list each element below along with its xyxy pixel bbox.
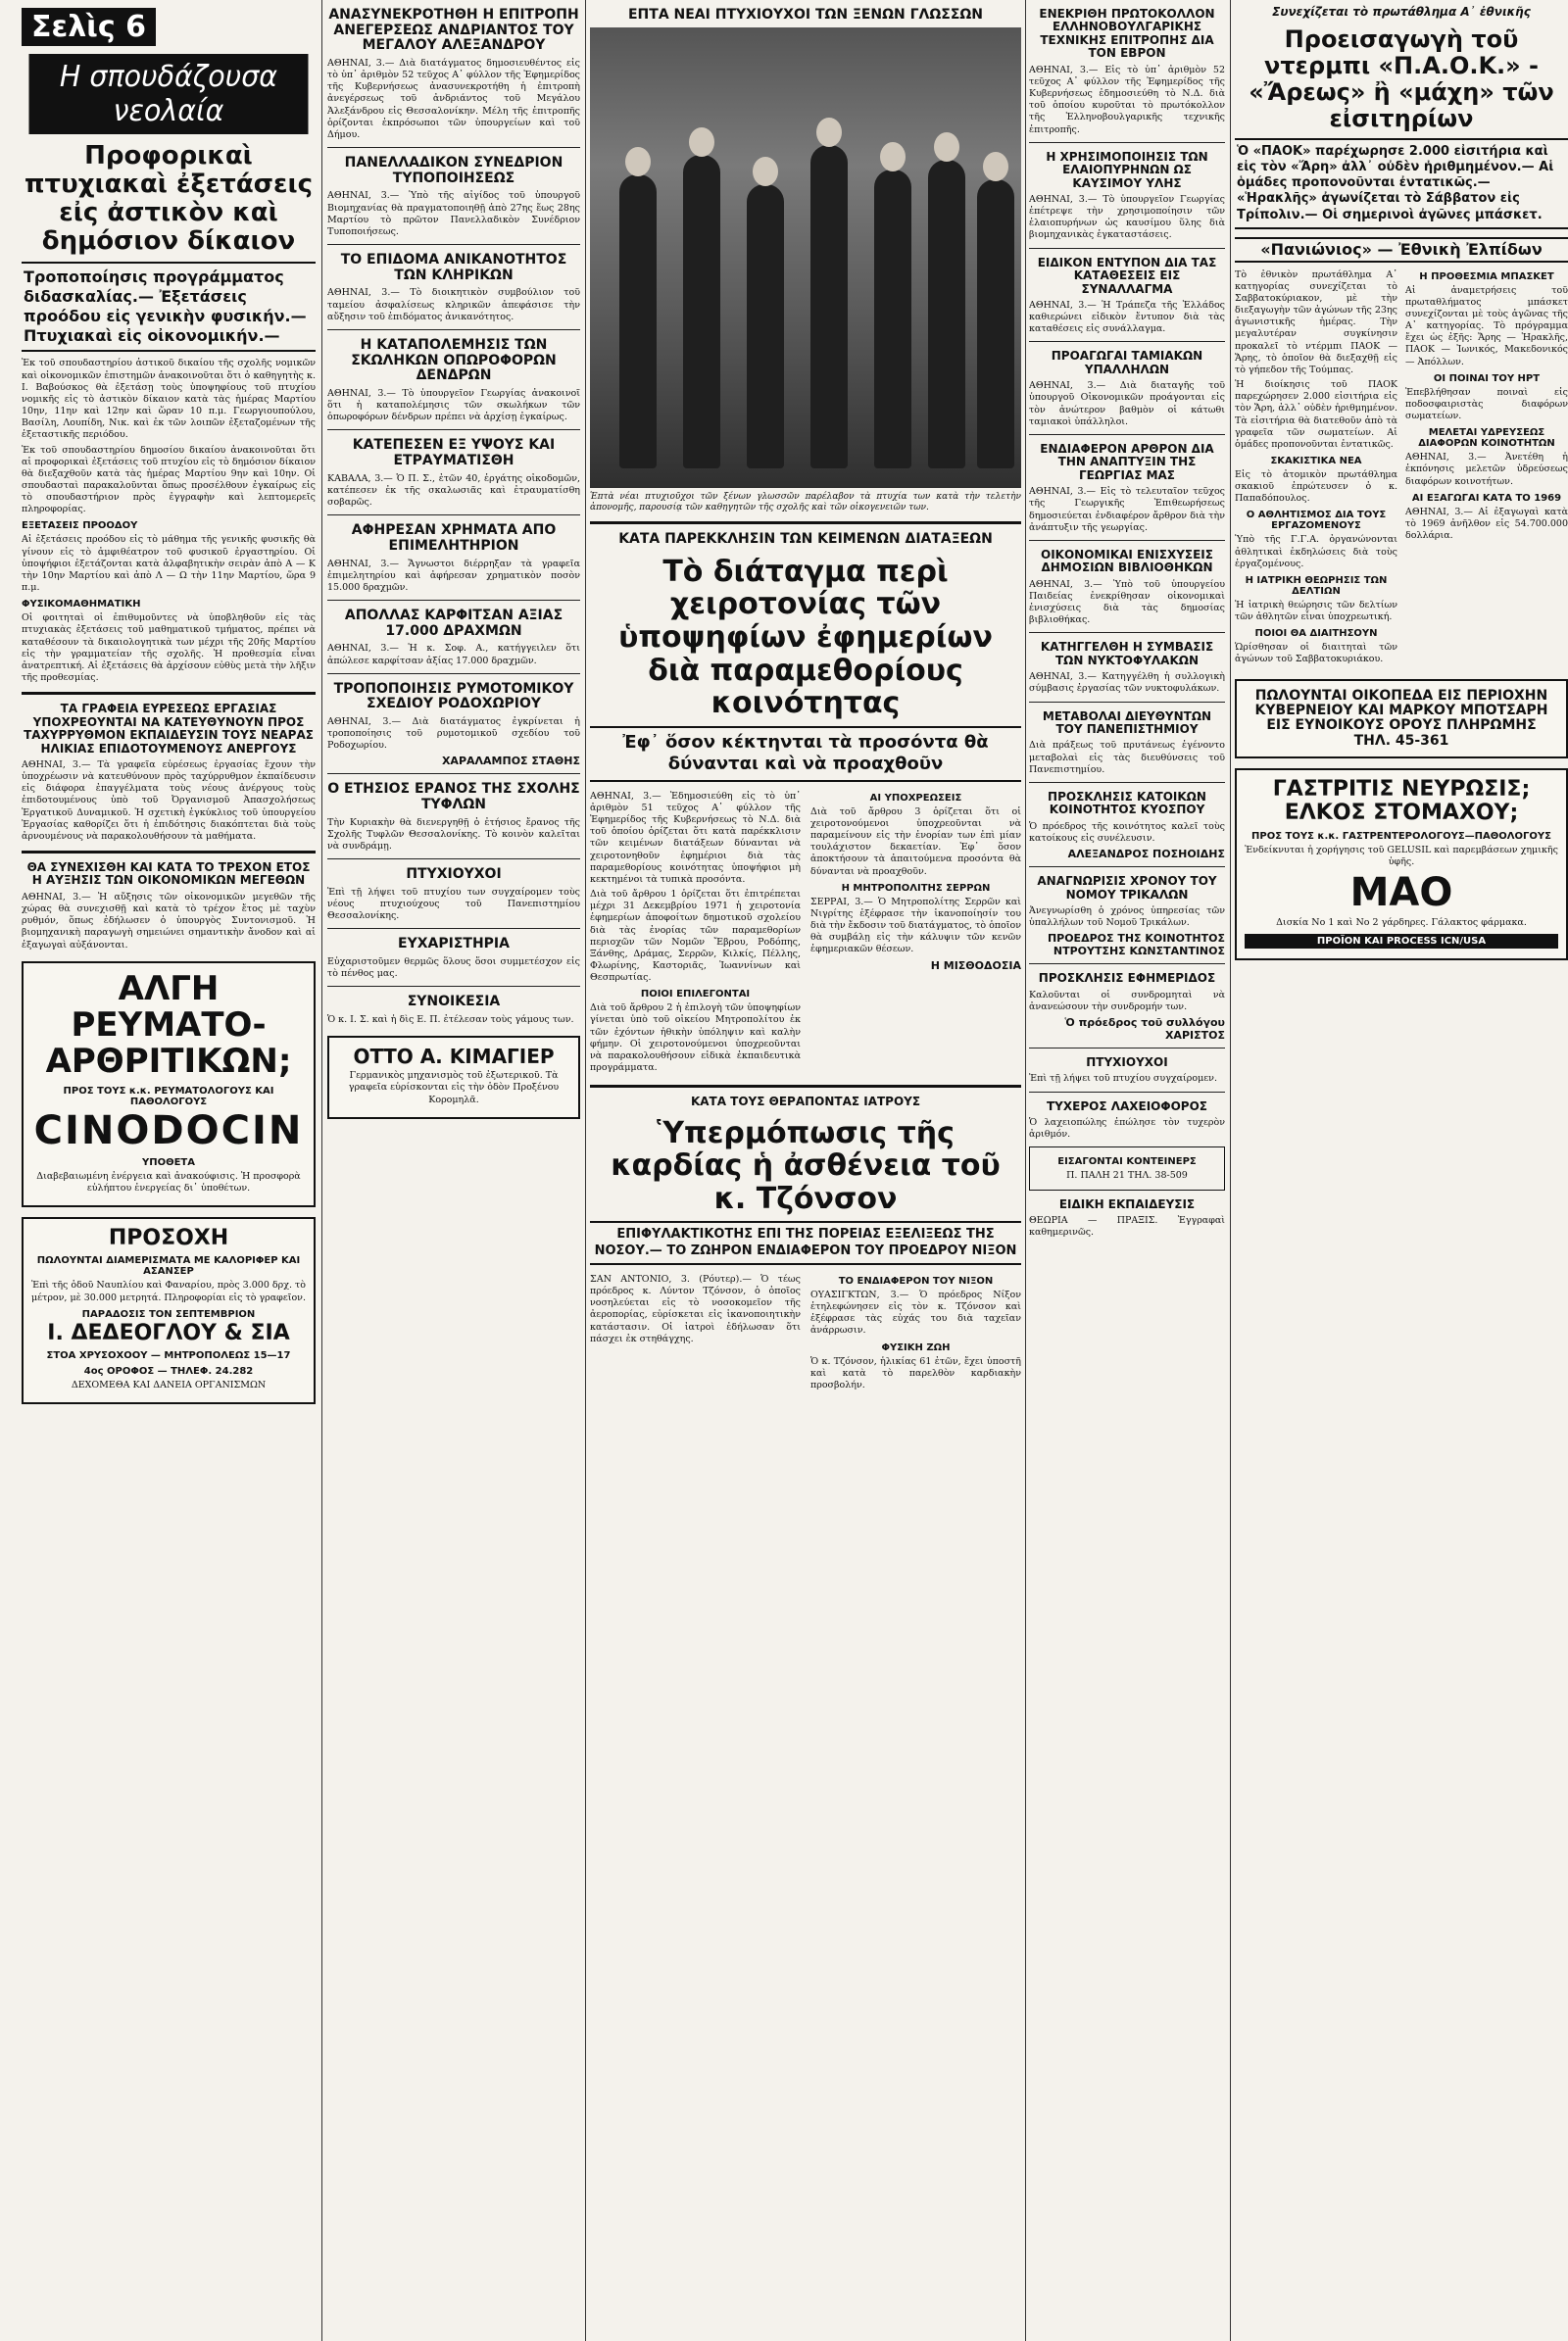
subheadline: «Πανιώνιος» — Ἐθνικὴ Ἐλπίδων — [1235, 237, 1568, 263]
subheading: Ο ΑΘΛΗΤΙΣΜΟΣ ΔΙΑ ΤΟΥΣ ΕΡΓΑΖΟΜΕΝΟΥΣ — [1246, 510, 1387, 532]
article-headline: ΘΑ ΣΥΝΕΧΙΣΘΗ ΚΑΙ ΚΑΤΑ ΤΟ ΤΡΕΧΟΝ ΕΤΟΣ Η ΑΥΞΗΣΙΣ ΤΩΝ ΟΙΚΟΝΟΜΙΚΩΝ ΜΕΓΕΘΩΝ — [26, 860, 311, 888]
article-paragraph: Ὁ κ. Ι. Σ. καὶ ἡ δὶς Ε. Π. ἐτέλεσαν τοὺς γάμους των. — [327, 1014, 574, 1026]
article-paragraph: Διὰ τοῦ ἄρθρου 3 ὁρίζεται ὅτι οἱ χειροτονούμενοι ὑποχρεοῦνται νὰ παραμείνουν εἰς τὴν ἐνορίαν των ἐπὶ μίαν τουλάχιστον δεκαετίαν. Ἐφ᾽ ὅσον ἀποκτήσουν τὰ ἀπαιτούμενα προσόντα θὰ δύνανται νὰ προαχθοῦν. — [810, 805, 1021, 877]
column-rule — [1025, 0, 1026, 2341]
photo-figure — [874, 170, 911, 468]
column-4 — [1029, 0, 1225, 2341]
article-paragraph: Ἡ διοίκησις τοῦ ΠΑΟΚ παρεχώρησεν 2.000 εἰσιτήρια εἰς τὸν Ἄρη, ἀλλ᾽ οὐδὲν ἠριθμημένον. Τὰ εἰσιτήρια θὰ διατεθοῦν ἀπὸ τὰ γραφεῖα τῶν σωματείων. Αἱ ὁμάδες προπονοῦνται ἐντατικῶς. — [1235, 379, 1397, 450]
subheading: ΑΙ ΕΞΑΓΩΓΑΙ ΚΑΤΑ ΤΟ 1969 — [1411, 492, 1562, 504]
ad-text: Ἐνδείκνυται ἡ χορήγησις τοῦ GELUSIL καὶ παρεμβάσεων χημικῆς ὑφῆς. — [1245, 844, 1558, 867]
article-paragraph: Ἡ ἰατρικὴ θεώρησις τῶν δελτίων τῶν ἀθλητῶν εἶναι ὑποχρεωτική. — [1235, 599, 1397, 623]
article-paragraph: Ἀνεγνωρίσθη ὁ χρόνος ὑπηρεσίας τῶν ὑπαλλήλων τοῦ Νομοῦ Τρικάλων. — [1029, 904, 1225, 929]
photo-figure — [619, 174, 657, 468]
photo-figure — [810, 145, 848, 468]
article-paragraph: Ἐκ τοῦ σπουδαστηρίου δημοσίου δικαίου ἀνακοινοῦται ὅτι αἱ προφορικαὶ ἐξετάσεις τοῦ πτυχίου εἰς τὸ δημόσιον δίκαιον θὰ διεξαχθοῦν κατὰ τὰς ἡμέρας Μαρτίου 9ην καὶ 10ην. Οἱ σπουδασταὶ παρακαλοῦνται ὅπως προσέλθουν ἐγκαίρως εἰς τὸ σπουδαστήριον πρὸς ἐγγραφὴν καὶ λεπτομερεῖς πληροφορίας. — [22, 444, 316, 515]
article-paragraph: ΑΘΗΝΑΙ, 3.— Διὰ διατάγματος δημοσιευθέντος εἰς τὸ ὑπ᾽ ἀριθμὸν 52 τεῦχος Α᾽ φύλλον τῆς Ἐφημερίδος τῆς Κυβερνήσεως ἀνασυνεκροτήθη ἡ ἐπιτροπὴ ἀνεγέρσεως τοῦ ἀνδριάντος τοῦ Μεγάλου Ἀλεξάνδρου εἰς Θεσσαλονίκην. Μέλη τῆς ἐπιτροπῆς ὁρίζονται ἐκπρόσωποι τῶν ὑπουργείων καὶ τοῦ Δήμου. — [327, 58, 580, 140]
ad-subtitle: ΠΡΟΣ ΤΟΥΣ κ.κ. ΡΕΥΜΑΤΟΛΟΓΟΥΣ ΚΑΙ ΠΑΘΟΛΟΓΟΥΣ — [63, 1085, 274, 1107]
photo-caption: Ἑπτὰ νέαι πτυχιοῦχοι τῶν ξένων γλωσσῶν παρέλαβον τὰ πτυχία των κατὰ τὴν τελετὴν ἀπονομῆς, παρουσίᾳ τῶν καθηγητῶν τῆς σχολῆς καὶ τῶν οἰκογενειῶν των. — [590, 491, 1021, 512]
article-headline: ΠΡΟΣΚΛΗΣΙΣ ΕΦΗΜΕΡΙΔΟΣ — [1038, 971, 1216, 986]
advertisement — [1235, 679, 1568, 759]
ad-footer: ΠΡΟΪΟΝ ΚΑΙ PROCESS ICN/USA — [1245, 934, 1558, 949]
article-paragraph: ΑΘΗΝΑΙ, 3.— Διὰ διαταγῆς τοῦ ὑπουργοῦ Οἰκονομικῶν προάγονται εἰς τὸν ἀνώτερον βαθμὸν οἱ κάτωθι ταμιακοὶ ὑπάλληλοι. — [1029, 380, 1225, 427]
article-headline: Προεισαγωγὴ τοῦ ντερμπι «Π.Α.Ο.Κ.» - «Ἄρεως» ἢ «μάχη» τῶν εἰσιτηρίων — [1249, 25, 1554, 132]
signature: Ὁ πρόεδρος τοῦ συλλόγου ΧΑΡΙΣΤΟΣ — [1064, 1016, 1225, 1042]
subheading: ΦΥΣΙΚΗ ΖΩΗ — [881, 1341, 951, 1353]
article-paragraph: ΑΘΗΝΑΙ, 3.— Ὑπὸ τοῦ ὑπουργείου Παιδείας ἐνεκρίθησαν οἰκονομικαὶ ἐνισχύσεις διὰ τὰς δημοσίας βιβλιοθήκας. — [1029, 578, 1225, 626]
article-paragraph: ΣΑΝ ΑΝΤΟΝΙΟ, 3. (Ρόυτερ).— Ὁ τέως πρόεδρος κ. Λύντον Τζόνσον, ὁ ὁποῖος νοσηλεύεται εἰς τὸ νοσοκομεῖον τῆς ἀεροπορίας, εὑρίσκεται εἰς ἱκανοποιητικὴν κατάστασιν. Οἱ ἰατροὶ ἐδήλωσαν ὅτι πάσχει ἐκ στηθάγχης. — [590, 1273, 801, 1344]
photo-headline: ΕΠΤΑ ΝΕΑΙ ΠΤΥΧΙΟΥΧΟΙ ΤΩΝ ΞΕΝΩΝ ΓΛΩΣΣΩΝ — [627, 7, 984, 23]
article-deck: ΕΠΙΦΥΛΑΚΤΙΚΟΤΗΣ ΕΠΙ ΤΗΣ ΠΟΡΕΙΑΣ ΕΞΕΛΙΞΕΩΣ ΤΗΣ ΝΟΣΟΥ.— ΤΟ ΖΩΗΡΟΝ ΕΝΔΙΑΦΕΡΟΝ ΤΟΥ ΠΡΟΕΔΡΟΥ ΝΙΞΟΝ — [590, 1221, 1021, 1265]
article-headline: ΤΟ ΕΠΙΔΟΜΑ ΑΝΙΚΑΝΟΤΗΤΟΣ ΤΩΝ ΚΛΗΡΙΚΩΝ — [340, 252, 567, 283]
subheading: Η ΜΗΤΡΟΠΟΛΙΤΗΣ ΣΕΡΡΩΝ — [841, 882, 991, 894]
advertisement — [1029, 1146, 1225, 1190]
article-paragraph: Διὰ τοῦ ἄρθρου 2 ἡ ἐπιλογὴ τῶν ὑποψηφίων γίνεται ὑπὸ τοῦ οἰκείου Μητροπολίτου ἐκ τῶν ἐχόντων ἠθικὴν ὑπόληψιν καὶ καλὴν φήμην. Οἱ χειροτονούμενοι ὑποχρεοῦνται νὰ παρακολουθήσουν εἰδικὰ ἐκπαιδευτικὰ προγράμματα. — [590, 1002, 801, 1074]
article-deck: Ὁ «ΠΑΟΚ» παρέχωρησε 2.000 εἰσιτήρια καὶ εἰς τὸν «Ἄρη» ἀλλ᾽ οὐδὲν ἠριθμημένον.— Αἱ ὁμάδες προπονοῦνται ἐντατικῶς.— «Ἡρακλῆς» ἀγωνίζεται τὸ Σάββατον εἰς Τρίπολιν.— Οἱ σημερινοὶ ἀγῶνες μπάσκετ. — [1235, 138, 1568, 229]
signature: ΑΛΕΞΑΝΔΡΟΣ ΠΟΣΗΟΙΔΗΣ — [1067, 848, 1225, 861]
ad-text: Π. ΠΑΛΗ 21 ΤΗΛ. 38-509 — [1066, 1170, 1188, 1182]
photo-figure — [880, 142, 906, 171]
photo-figure — [683, 155, 720, 468]
signature: ΠΡΟΕΔΡΟΣ ΤΗΣ ΚΟΙΝΟΤΗΤΟΣ ΝΤΡΟΥΤΣΗΣ ΚΩΝΣΤΑΝΤΙΝΟΣ — [1047, 932, 1225, 958]
article-paragraph: ΑΘΗΝΑΙ, 3.— Διὰ διατάγματος ἐγκρίνεται ἡ τροποποίησις τοῦ ρυμοτομικοῦ σχεδίου τοῦ Ροδοχωρίου. — [327, 716, 580, 752]
article-headline: ΤΥΧΕΡΟΣ ΛΑΧΕΙΟΦΟΡΟΣ — [1047, 1098, 1207, 1113]
article-headline: ΑΦΗΡΕΣΑΝ ΧΡΗΜΑΤΑ ΑΠΟ ΕΠΙΜΕΛΗΤΗΡΙΟΝ — [351, 522, 557, 554]
article-paragraph: ΑΘΗΝΑΙ, 3.— Ἐδημοσιεύθη εἰς τὸ ὑπ᾽ ἀριθμὸν 51 τεῦχος Α᾽ φύλλον τῆς Ἐφημερίδος τῆς Κυβερνήσεως τὸ Ν.Δ. διὰ τοῦ ὁποίου ὁρίζεται ὅτι κατὰ παρέκκλισιν τῶν κειμένων διατάξεων δύνανται νὰ χειροτονηθοῦν ἐφημέριοι διὰ τὰς παραμεθορίους κοινότητας ὑποψήφιοι μὴ κεκτημένοι τὰ τυπικὰ προσόντα. — [590, 790, 801, 885]
ad-phone: 4ος ΟΡΟΦΟΣ — ΤΗΛΕΦ. 24.282 — [83, 1365, 254, 1377]
subheading: ΕΞΕΤΑΣΕΙΣ ΠΡΟΟΔΟΥ — [22, 520, 138, 532]
article-paragraph: Ἐπὶ τῇ λήψει τοῦ πτυχίου συγχαίρομεν. — [1029, 1073, 1217, 1085]
article-kicker: ΚΑΤΑ ΠΑΡΕΚΚΛΗΣΙΝ ΤΩΝ ΚΕΙΜΕΝΩΝ ΔΙΑΤΑΞΕΩΝ — [618, 531, 993, 548]
column-1 — [22, 0, 316, 2341]
article-paragraph: ΟΥΑΣΙΓΚΤΩΝ, 3.— Ὁ πρόεδρος Νίξον ἐτηλεφώνησεν εἰς τὸν κ. Τζόνσον καὶ ἐξέφρασε τὰς εὐχάς του διὰ ταχεῖαν ἀνάρρωσιν. — [810, 1289, 1021, 1337]
photo-figure — [816, 118, 842, 147]
article-paragraph: ΑΘΗΝΑΙ, 3.— Ἄγνωστοι διέρρηξαν τὰ γραφεῖα ἐπιμελητηρίου καὶ ἀφήρεσαν χρηματικὸν ποσὸν 15.000 δραχμῶν. — [327, 558, 580, 593]
article-paragraph: Αἱ ἐξετάσεις προόδου εἰς τὸ μάθημα τῆς γενικῆς φυσικῆς θὰ γίνουν εἰς τὸ ἀμφιθέατρον τοῦ φυσικοῦ ἐργαστηρίου. Οἱ ὑποψήφιοι ἐξετάζονται κατὰ ἀλφαβητικὴν σειρὰν ἀπὸ Α — Κ τὴν 10ην Μαρτίου καὶ ἀπὸ Λ — Ω τὴν 11ην Μαρτίου, ὥρα 9 π.μ. — [22, 534, 316, 594]
article-paragraph: ΣΕΡΡΑΙ, 3.— Ὁ Μητροπολίτης Σερρῶν καὶ Νιγρίτης ἐξέφρασε τὴν ἱκανοποίησίν του διὰ τὴν ἔκδοσιν τοῦ διατάγματος, τὸ ὁποῖον θὰ συμβάλῃ εἰς τὴν κάλυψιν τῶν κενῶν ἐφημεριακῶν θέσεων. — [810, 896, 1021, 955]
article-headline: Η ΚΑΤΑΠΟΛΕΜΗΣΙΣ ΤΩΝ ΣΚΩΛΗΚΩΝ ΟΠΩΡΟΦΟΡΩΝ ΔΕΝΔΡΩΝ — [351, 336, 557, 384]
advertisement — [1235, 768, 1568, 960]
subheading: Η ΠΡΟΘΕΣΜΙΑ ΜΠΑΣΚΕΤ — [1419, 270, 1554, 282]
photo-figure — [983, 152, 1008, 181]
article-paragraph: Ἐπεβλήθησαν ποιναὶ εἰς ποδοσφαιριστὰς διαφόρων σωματείων. — [1405, 386, 1568, 422]
article-paragraph: ΑΘΗΝΑΙ, 3.— Ἡ Τράπεζα τῆς Ἑλλάδος καθιερώνει εἰδικὸν ἔντυπον διὰ τὰς καταθέσεις εἰς συνάλλαγμα. — [1029, 299, 1225, 335]
article-headline: ΠΡΟΑΓΩΓΑΙ ΤΑΜΙΑΚΩΝ ΥΠΑΛΛΗΛΩΝ — [1051, 349, 1203, 376]
section-title: Η σπουδάζουσα νεολαία — [29, 54, 309, 134]
article-paragraph: Οἱ φοιτηταὶ οἱ ἐπιθυμοῦντες νὰ ὑποβληθοῦν εἰς τὰς πτυχιακὰς ἐξετάσεις τοῦ μαθηματικοῦ τμήματος, πρέπει νὰ καταθέσουν τὰ δικαιολογητικὰ των μέχρι τῆς 20ῆς Μαρτίου εἰς τὴν γραμματείαν τῆς σχολῆς. Ἡ προθεσμία εἶναι ἀνατρεπτική. Αἱ ἐξετάσεις θὰ ἀρχίσουν εὐθὺς μετὰ τὴν λῆξιν τῆς προθεσμίας. — [22, 612, 316, 684]
article-paragraph: Εὐχαριστοῦμεν θερμῶς ὅλους ὅσοι συμμετέσχον εἰς τὸ πένθος μας. — [327, 956, 580, 980]
subheading: ΟΙ ΠΟΙΝΑΙ ΤΟΥ ΗΡΤ — [1433, 372, 1541, 384]
ad-title: ΟΤΤΟ Α. ΚΙΜΑΓΙΕΡ — [353, 1045, 555, 1069]
ad-address: ΣΤΟΑ ΧΡΥΣΟΧΟΟΥ — ΜΗΤΡΟΠΟΛΕΩΣ 15—17 — [46, 1349, 291, 1361]
article-paragraph: Ὁ λαχειοπώλης ἐπώλησε τὸν τυχερὸν ἀριθμόν. — [1029, 1117, 1225, 1141]
news-photo — [590, 27, 1021, 488]
column-2 — [327, 0, 580, 2341]
article-paragraph: Ἐκ τοῦ σπουδαστηρίου ἀστικοῦ δικαίου τῆς σχολῆς νομικῶν καὶ οἰκονομικῶν ἐπιστημῶν ἀνακοινοῦται ὅτι ὁ καθηγητὴς κ. Ι. Βαβούσκος θὰ ἐξετάσῃ τοὺς ὑποψηφίους τοῦ πτυχίου νομικῆς εἰς τὸ ἀστικὸν δίκαιον κατὰ τὰς ἡμέρας Μαρτίου 10ην, 11ην καὶ 12ην καὶ ὥραν 10 π.μ. Γεωργιουπούλου, Βασίλη, Λουπίδη, Νικ. καὶ ἐκ τῶν λοιπῶν ἐξεταζομένων τῆς ἐξεταστικῆς περιόδου. — [22, 358, 316, 441]
ad-title: ΠΡΟΣΟΧΗ — [108, 1226, 229, 1251]
article-headline: ΠΑΝΕΛΛΑΔΙΚΟΝ ΣΥΝΕΔΡΙΟΝ ΤΥΠΟΠΟΙΗΣΕΩΣ — [344, 155, 564, 186]
article-kicker: ΚΑΤΑ ΤΟΥΣ ΘΕΡΑΠΟΝΤΑΣ ΙΑΤΡΟΥΣ — [690, 1095, 921, 1109]
article-headline: ΜΕΤΑΒΟΛΑΙ ΔΙΕΥΘΥΝΤΩΝ ΤΟΥ ΠΑΝΕΠΙΣΤΗΜΙΟΥ — [1042, 708, 1212, 736]
article-headline: ΚΑΤΕΠΕΣΕΝ ΕΞ ΥΨΟΥΣ ΚΑΙ ΕΤΡΑΥΜΑΤΙΣΘΗ — [352, 437, 556, 469]
article-paragraph: Ὡρίσθησαν οἱ διαιτηταὶ τῶν ἀγώνων τοῦ Σαββατοκυριάκου. — [1235, 642, 1397, 665]
article-headline: ΑΝΑΓΝΩΡΙΣΙΣ ΧΡΟΝΟΥ ΤΟΥ ΝΟΜΟΥ ΤΡΙΚΑΛΩΝ — [1037, 874, 1217, 902]
article-headline: ΚΑΤΗΓΓΕΛΘΗ Η ΣΥΜΒΑΣΙΣ ΤΩΝ ΝΥΚΤΟΦΥΛΑΚΩΝ — [1040, 640, 1214, 667]
article-headline: ΑΠΟΛΛΑΣ ΚΑΡΦΙΤΣΑΝ ΑΞΙΑΣ 17.000 ΔΡΑΧΜΩΝ — [344, 608, 564, 639]
page-number: Σελὶς 6 — [22, 8, 156, 46]
article-paragraph: ΑΘΗΝΑΙ, 3.— Ἡ κ. Σοφ. Α., κατήγγειλεν ὅτι ἀπώλεσε καρφίτσαν ἀξίας 17.000 δραχμῶν. — [327, 643, 580, 666]
article-headline: ΠΤΥΧΙΟΥΧΟΙ — [406, 866, 502, 883]
ad-subtitle: ΠΩΛΟΥΝΤΑΙ ΔΙΑΜΕΡΙΣΜΑΤΑ ΜΕ ΚΑΛΟΡΙΦΕΡ ΚΑΙ ΑΣΑΝΣΕΡ — [36, 1255, 301, 1278]
photo-figure — [934, 132, 959, 162]
article-paragraph: ΑΘΗΝΑΙ, 3.— Ὑπὸ τῆς αἰγίδος τοῦ ὑπουργοῦ Βιομηχανίας θὰ πραγματοποιηθῇ ἀπὸ 27ης ἕως 28ης Μαρτίου τὸ πρῶτον Πανελλαδικὸν Συνέδριον Τυποποιήσεως. — [327, 190, 580, 237]
subheading: ΣΚΑΚΙΣΤΙΚΑ ΝΕΑ — [1270, 456, 1362, 466]
article-paragraph: Ἐπὶ τῇ λήψει τοῦ πτυχίου των συγχαίρομεν τοὺς νέους πτυχιούχους τοῦ Πανεπιστημίου Θεσσαλονίκης. — [327, 886, 580, 922]
ad-text: Δισκία No 1 καὶ No 2 γάρδηρες. Γάλακτος φάρμακα. — [1276, 916, 1527, 928]
article-paragraph: Ὁ κ. Τζόνσον, ἡλικίας 61 ἐτῶν, ἔχει ὑποστῆ καὶ κατὰ τὸ παρελθὸν καρδιακὴν προσβολήν. — [810, 1355, 1021, 1390]
article-paragraph: ΑΘΗΝΑΙ, 3.— Ἀνετέθη ἡ ἐκπόνησις μελετῶν ὑδρεύσεως διαφόρων κοινοτήτων. — [1405, 452, 1568, 487]
photo-figure — [977, 179, 1014, 468]
ad-note: ΔΕΧΟΜΕΘΑ ΚΑΙ ΔΑΝΕΙΑ ΟΡΓΑΝΙΣΜΩΝ — [71, 1379, 267, 1390]
article-paragraph: ΑΘΗΝΑΙ, 3.— Ἡ αὔξησις τῶν οἰκονομικῶν μεγεθῶν τῆς χώρας θὰ συνεχισθῇ καὶ κατὰ τὸ τρέχον ἔτος μὲ ταχὺν ρυθμόν, ὅπως ἐδήλωσεν ὁ ὑπουργὸς Συντονισμοῦ. Ἡ βιομηχανικὴ παραγωγὴ σημειώνει σημαντικὴν ἄνοδον καὶ αἱ ἐξαγωγαὶ αὐξάνονται. — [22, 891, 316, 951]
article-paragraph: ΑΘΗΝΑΙ, 3.— Τὸ ὑπουργεῖον Γεωργίας ἐπέτρεψε τὴν χρησιμοποίησιν τῶν ἐλαιοπυρήνων ὡς καυσίμου ὕλης διὰ βιομηχανικὰς ἐγκαταστάσεις. — [1029, 194, 1225, 241]
article-paragraph: ΑΘΗΝΑΙ, 3.— Τὸ ὑπουργεῖον Γεωργίας ἀνακοινοῖ ὅτι ἡ καταπολέμησις τῶν σκωλήκων τῶν ὀπωροφόρων δένδρων πρέπει νὰ ἀρχίσῃ ἐγκαίρως. — [327, 387, 580, 423]
article-paragraph: ΘΕΩΡΙΑ — ΠΡΑΞΙΣ. Ἐγγραφαὶ καθημερινῶς. — [1029, 1214, 1225, 1239]
article-headline: ΕΙΔΙΚΟΝ ΕΝΤΥΠΟΝ ΔΙΑ ΤΑΣ ΚΑΤΑΘΕΣΕΙΣ ΕΙΣ ΣΥΝΑΛΛΑΓΜΑ — [1037, 255, 1217, 296]
column-rule — [1230, 0, 1231, 2341]
article-deck: Τροποποίησις προγράμματος διδασκαλίας.— Ἐξετάσεις προόδου εἰς γενικὴν φυσικήν.— Πτυχιακαὶ εἰς οἰκονομικήν.— — [22, 262, 316, 352]
article-paragraph: Καλοῦνται οἱ συνδρομηταὶ νὰ ἀνανεώσουν τὴν συνδρομήν των. — [1029, 989, 1225, 1012]
ad-phone: ΤΗΛ. 45-361 — [1353, 732, 1449, 749]
subheading: ΦΥΣΙΚΟΜΑΘΗΜΑΤΙΚΗ — [22, 599, 141, 610]
article-headline: ΠΡΟΣΚΛΗΣΙΣ ΚΑΤΟΙΚΩΝ ΚΟΙΝΟΤΗΤΟΣ ΚΥΟΣΠΟΥ — [1048, 789, 1206, 817]
ad-company: Ι. ΔΕΔΕΟΓΛΟΥ & ΣΙΑ — [47, 1320, 290, 1345]
signature: Η ΜΙΣΘΟΔΟΣΙΑ — [930, 958, 1021, 972]
article-paragraph: Τὸ ἐθνικὸν πρωτάθλημα Α᾽ κατηγορίας συνεχίζεται τὸ Σαββατοκύριακον, μὲ τὴν διεξαγωγὴν τῶν ἀγώνων τῆς 23ης ἀγωνιστικῆς ἡμέρας. Τὴν μεγαλυτέραν συγκίνησιν προκαλεῖ τὸ ντέρμπι ΠΑΟΚ — Ἄρης, τὸ ὁποῖον θὰ διεξαχθῇ εἰς τὸ γήπεδον τῆς Τούμπας. — [1235, 268, 1397, 375]
article-headline: Ὑπερμόπωσις τῆς καρδίας ἡ ἀσθένεια τοῦ κ. Τζόνσον — [611, 1115, 1001, 1216]
article-paragraph: Διὰ τοῦ ἄρθρου 1 ὁρίζεται ὅτι ἐπιτρέπεται μέχρι 31 Δεκεμβρίου 1971 ἡ χειροτονία ἐφημερίων ἀποφοίτων δημοτικοῦ σχολείου διὰ τὰς ἐνορίας τῶν παραμεθορίων περιοχῶν τῶν Νομῶν Ἔβρου, Ροδόπης, Ξάνθης, Δράμας, Σερρῶν, Κιλκίς, Πέλλης, Φλωρίνης, Καστοριᾶς, Ἰωαννίνων καὶ Θεσπρωτίας. — [590, 889, 801, 984]
article-paragraph: ΑΘΗΝΑΙ, 3.— Τὸ διοικητικὸν συμβούλιον τοῦ ταμείου ἀσφαλίσεως κληρικῶν ἀπεφάσισε τὴν αὔξησιν τοῦ ἐπιδόματος ἀνικανότητος. — [327, 287, 580, 322]
subheading: Η ΙΑΤΡΙΚΗ ΘΕΩΡΗΣΙΣ ΤΩΝ ΔΕΛΤΙΩΝ — [1245, 574, 1388, 597]
ad-title: ΠΩΛΟΥΝΤΑΙ ΟΙΚΟΠΕΔΑ ΕΙΣ ΠΕΡΙΟΧΗΝ ΚΥΒΕΡΝΕΙΟΥ ΚΑΙ ΜΑΡΚΟΥ ΜΠΟΤΣΑΡΗ ΕΙΣ ΕΥΝΟΙΚΟΥΣ ΟΡΟΥΣ ΠΛΗΡΩΜΗΣ — [1254, 687, 1548, 734]
article-paragraph: ΑΘΗΝΑΙ, 3.— Αἱ ἐξαγωγαὶ κατὰ τὸ 1969 ἀνῆλθον εἰς 54.700.000 δολλάρια. — [1405, 506, 1568, 541]
signature: ΧΑΡΑΛΑΜΠΟΣ ΣΤΑΘΗΣ — [441, 755, 580, 768]
article-paragraph: Ὑπὸ τῆς Γ.Γ.Α. ὀργανώνονται ἀθλητικαὶ ἐκδηλώσεις διὰ τοὺς ἐργαζομένους. — [1235, 534, 1397, 569]
ad-title: ΓΑΣΤΡΙΤΙΣ ΝΕΥΡΩΣΙΣ; ΕΛΚΟΣ ΣΤΟΜΑΧΟΥ; — [1272, 777, 1531, 826]
article-headline: ΠΤΥΧΙΟΥΧΟΙ — [1086, 1055, 1168, 1069]
article-headline: ΤΑ ΓΡΑΦΕΙΑ ΕΥΡΕΣΕΩΣ ΕΡΓΑΣΙΑΣ ΥΠΟΧΡΕΟΥΝΤΑΙ ΝΑ ΚΑΤΕΥΘΥΝΟΥΝ ΠΡΟΣ ΤΑΧΥΡΡΥΘΜΟΝ ΕΚΠΑΙΔΕΥΣΙΝ ΤΟΥΣ ΝΕΑΡΑΣ ΗΛΙΚΙΑΣ ΕΠΙΔΟΤΟΥΜΕΝΟΥΣ ΑΝΕΡΓΟΥΣ — [24, 702, 314, 756]
article-paragraph: ΑΘΗΝΑΙ, 3.— Εἰς τὸ ὑπ᾽ ἀριθμὸν 52 τεῦχος Α᾽ φύλλον τῆς Ἐφημερίδος τῆς Κυβερνήσεως ἐδημοσιεύθη τὸ Ν.Δ. διὰ τοῦ ὁποίου κυροῦται τὸ πρωτόκολλον τῆς Ἑλληνοβουλγαρικῆς τεχνικῆς ἐπιτροπῆς. — [1029, 64, 1225, 135]
ad-text: Ἐπὶ τῆς ὁδοῦ Ναυπλίου καὶ Φαναρίου, πρὸς 3.000 δρχ. τὸ μέτρον, μὲ 30.000 μετρητά. Πληροφορίαι εἰς τὸ γραφεῖον. — [31, 1280, 306, 1303]
subheading: ΤΟ ΕΝΔΙΑΦΕΡΟΝ ΤΟΥ ΝΙΞΟΝ — [838, 1275, 994, 1287]
article-headline: ΣΥΝΟΙΚΕΣΙΑ — [407, 994, 501, 1010]
subheading: ΜΕΛΕΤΑΙ ΥΔΡΕΥΣΕΩΣ ΔΙΑΦΟΡΩΝ ΚΟΙΝΟΤΗΤΩΝ — [1418, 427, 1555, 450]
ad-text: Γερμανικὸς μηχανισμὸς τοῦ ἐξωτερικοῦ. Τὰ γραφεῖα εὑρίσκονται εἰς τὴν ὁδὸν Προξένου Κορομηλᾶ. — [348, 1070, 560, 1105]
article-headline: ΕΥΧΑΡΙΣΤΗΡΙΑ — [398, 936, 510, 952]
ad-brand: CINODOCIN — [33, 1107, 304, 1153]
article-paragraph: ΑΘΗΝΑΙ, 3.— Κατηγγέλθη ἡ συλλογικὴ σύμβασις ἐργασίας τῶν νυκτοφυλάκων. — [1029, 671, 1225, 695]
advertisement — [327, 1036, 580, 1118]
article-paragraph: Τὴν Κυριακὴν θὰ διενεργηθῇ ὁ ἐτήσιος ἔρανος τῆς Σχολῆς Τυφλῶν Θεσσαλονίκης. Τὸ κοινὸν καλεῖται νὰ συνδράμῃ. — [327, 816, 580, 853]
article-deck: Ἐφ᾽ ὅσον κέκτηνται τὰ προσόντα θὰ δύνανται καὶ νὰ προαχθοῦν — [590, 726, 1021, 782]
ad-subtitle: ΠΡΟΣ ΤΟΥΣ κ.κ. ΓΑΣΤΡΕΝΤΕΡΟΛΟΓΟΥΣ—ΠΑΘΟΛΟΓΟΥΣ — [1251, 830, 1551, 842]
advertisement — [22, 961, 316, 1207]
article-headline: ΤΡΟΠΟΠΟΙΗΣΙΣ ΡΥΜΟΤΟΜΙΚΟΥ ΣΧΕΔΙΟΥ ΡΟΔΟΧΩΡΙΟΥ — [333, 680, 574, 712]
article-headline: ΑΝΑΣΥΝΕΚΡΟΤΗΘΗ Η ΕΠΙΤΡΟΠΗ ΑΝΕΓΕΡΣΕΩΣ ΑΝΔΡΙΑΝΤΟΣ ΤΟΥ ΜΕΓΑΛΟΥ ΑΛΕΞΑΝΔΡΟΥ — [328, 7, 579, 54]
article-headline: ΕΝΔΙΑΦΕΡΟΝ ΑΡΘΡΟΝ ΔΙΑ ΤΗΝ ΑΝΑΠΤΥΞΙΝ ΤΗΣ ΓΕΩΡΓΙΑΣ ΜΑΣ — [1040, 441, 1214, 482]
ad-title: ΕΙΣΑΓΟΝΤΑΙ ΚΟΝΤΕΙΝΕΡΣ — [1057, 1156, 1197, 1168]
subheading: ΠΟΙΟΙ ΘΑ ΔΙΑΙΤΗΣΟΥΝ — [1254, 628, 1378, 640]
article-paragraph: ΑΘΗΝΑΙ, 3.— Εἰς τὸ τελευταῖον τεῦχος τῆς Γεωργικῆς Ἐπιθεωρήσεως δημοσιεύεται ἐνδιαφέρον ἄρθρον διὰ τὴν ἀνάπτυξιν τῆς γεωργίας. — [1029, 486, 1225, 533]
ad-brand: ΜΑΟ — [1349, 869, 1453, 915]
article-headline: Η ΧΡΗΣΙΜΟΠΟΙΗΣΙΣ ΤΩΝ ΕΛΑΙΟΠΥΡΗΝΩΝ ΩΣ ΚΑΥΣΙΜΟΥ ΥΛΗΣ — [1046, 149, 1208, 190]
photo-figure — [625, 147, 651, 176]
photo-figure — [753, 157, 778, 186]
article-headline: ΟΙΚΟΝΟΜΙΚΑΙ ΕΝΙΣΧΥΣΕΙΣ ΔΗΜΟΣΙΩΝ ΒΙΒΛΙΟΘΗΚΩΝ — [1041, 547, 1213, 575]
article-headline: ΕΙΔΙΚΗ ΕΚΠΑΙΔΕΥΣΙΣ — [1058, 1196, 1196, 1211]
photo-figure — [747, 184, 784, 468]
article-paragraph: Αἱ ἀναμετρήσεις τοῦ πρωταθλήματος μπάσκετ συνεχίζονται μὲ τοὺς ἀγῶνας τῆς Α᾽ κατηγορίας. Τὸ πρόγραμμα ἔχει ὡς ἑξῆς: Ἄρης — Ἡρακλῆς, ΠΑΟΚ — Ἰωνικός, Μακεδονικός — Ἀπόλλων. — [1405, 284, 1568, 367]
column-rule — [321, 0, 322, 2341]
ad-delivery: ΠΑΡΑΔΟΣΙΣ ΤΟΝ ΣΕΠΤΕΜΒΡΙΟΝ — [81, 1308, 256, 1320]
subheading: ΑΙ ΥΠΟΧΡΕΩΣΕΙΣ — [869, 792, 962, 804]
article-headline: Ο ΕΤΗΣΙΟΣ ΕΡΑΝΟΣ ΤΗΣ ΣΧΟΛΗΣ ΤΥΦΛΩΝ — [327, 781, 580, 813]
article-paragraph: ΚΑΒΑΛΑ, 3.— Ὁ Π. Σ., ἐτῶν 40, ἐργάτης οἰκοδομῶν, κατέπεσεν ἐκ τῆς σκαλωσιᾶς καὶ ἐτραυματίσθη σοβαρῶς. — [327, 472, 580, 509]
photo-figure — [928, 160, 965, 468]
article-paragraph: Εἰς τὸ ἀτομικὸν πρωτάθλημα σκακιοῦ ἐπρώτευσεν ὁ κ. Παπαδόπουλος. — [1235, 469, 1397, 505]
article-headline: ΕΝΕΚΡΙΘΗ ΠΡΩΤΟΚΟΛΛΟΝ ΕΛΛΗΝΟΒΟΥΛΓΑΡΙΚΗΣ ΤΕΧΝΙΚΗΣ ΕΠΙΤΡΟΠΗΣ ΔΙΑ ΤΟΝ ΕΒΡΟΝ — [1039, 7, 1215, 61]
subheading: ΠΟΙΟΙ ΕΠΙΛΕΓΟΝΤΑΙ — [640, 989, 751, 1000]
ad-title: ΑΛΓΗ ΡΕΥΜΑΤΟ-ΑΡΘΡΙΤΙΚΩΝ; — [45, 968, 292, 1082]
sports-kicker: Συνεχίζεται τὸ πρωτάθλημα Α᾽ ἐθνικῆς — [1272, 5, 1531, 19]
article-paragraph: Διὰ πράξεως τοῦ πρυτάνεως ἐγένοντο μεταβολαὶ εἰς τὰς διευθύνσεις τοῦ Πανεπιστημίου. — [1029, 740, 1225, 775]
column-3 — [590, 0, 1021, 2341]
advertisement — [22, 1217, 316, 1404]
column-rule — [585, 0, 586, 2341]
article-paragraph: ΑΘΗΝΑΙ, 3.— Τὰ γραφεῖα εὑρέσεως ἐργασίας ἔχουν τὴν ὑποχρέωσιν νὰ κατευθύνουν πρὸς ταχύρρυθμον ἐκπαίδευσιν εἰς διάφορα ἐπαγγέλματα τοὺς νέους ἀνέργους τοὺς ἐπιδοτουμένους ὑπὸ τοῦ Ὀργανισμοῦ Ἀπασχολήσεως Ἐργατικοῦ Δυναμικοῦ. Ἡ σχετικὴ ἐγκύκλιος τοῦ ὑπουργείου Ἐργασίας καθορίζει ὅτι ἡ ἐπιδότησις διακόπτεται διὰ τοὺς ἀρνουμένους νὰ παρακολουθήσουν τὰ μαθήματα. — [22, 758, 316, 842]
article-headline: Προφορικαὶ πτυχιακαὶ ἐξετάσεις εἰς ἀστικὸν καὶ δημόσιον δίκαιον — [24, 141, 314, 257]
photo-figure — [689, 127, 714, 157]
column-5 — [1235, 0, 1568, 2341]
article-headline: Τὸ διάταγμα περὶ χειροτονίας τῶν ὑποψηφίων ἐφημερίων διὰ παραμεθορίους κοινότητας — [618, 554, 993, 721]
ad-form: ΥΠΟΘΕΤΑ — [141, 1156, 195, 1168]
article-paragraph: Ὁ πρόεδρος τῆς κοινότητος καλεῖ τοὺς κατοίκους εἰς συνέλευσιν. — [1029, 820, 1225, 844]
ad-text: Διαβεβαιωμένη ἐνέργεια καὶ ἀνακούφισις. Ἡ προσφορὰ εὐλήπτου ἐνεργείας δι᾽ ὑποθέτων. — [36, 1170, 301, 1195]
